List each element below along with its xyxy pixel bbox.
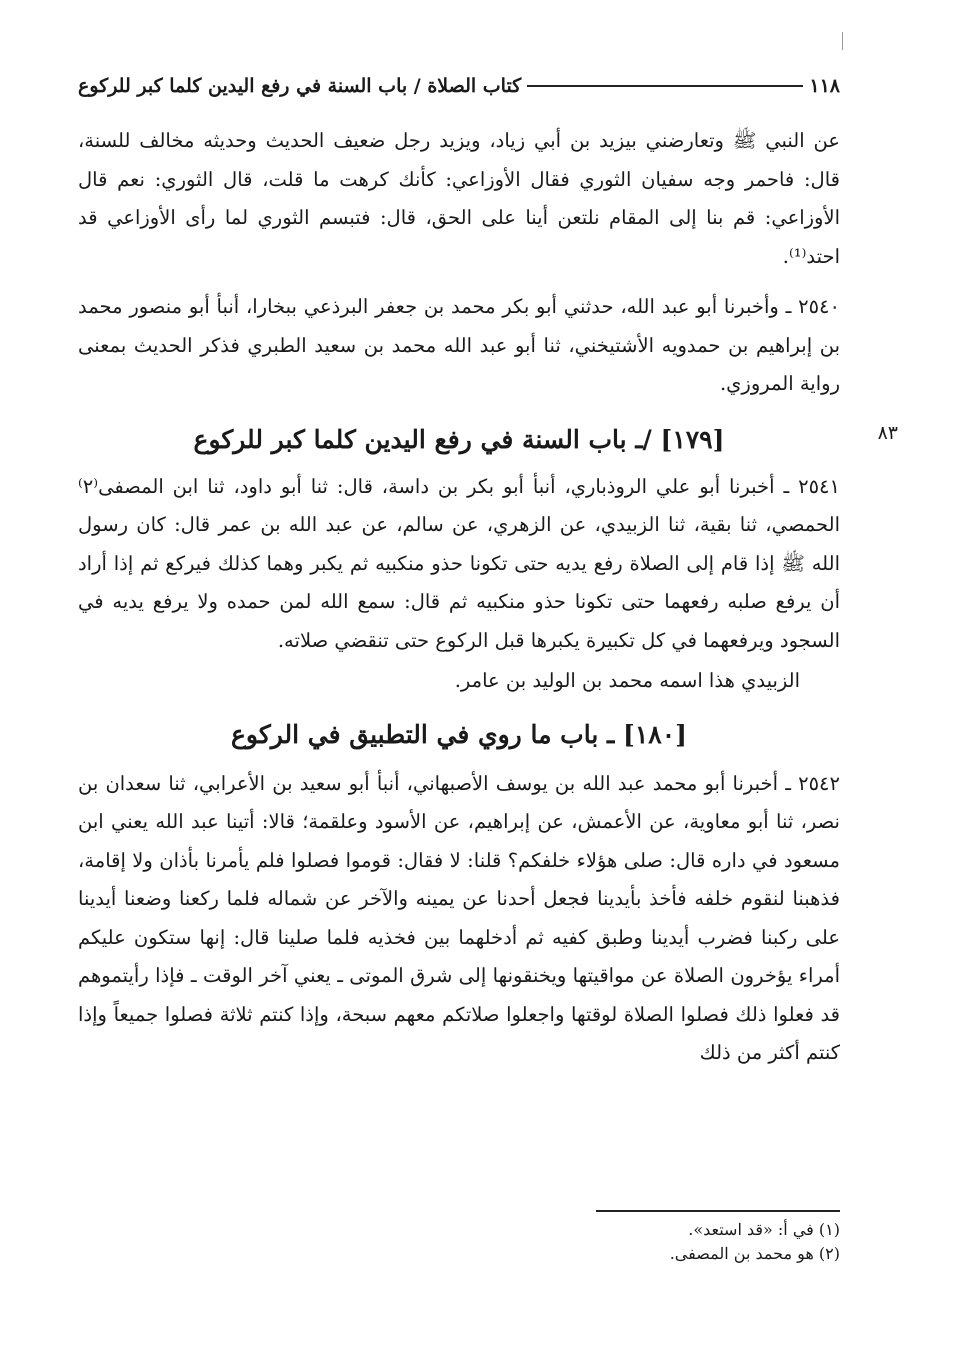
hadith-2542: ٢٥٤٢ ـ أخبرنا أبو محمد عبد الله بن يوسف الأصبهاني، أنبأ أبو سعيد بن الأعرابي، ثنا سعدان بن نصر، ثنا أبو معاوية، عن الأعمش، عن إبراهيم، عن الأسود وعلقمة؛ قالا: أتينا عبد الله يعني ابن مسعود في داره قال: صلى هؤلاء خلفكم؟ قلنا: لا فقال: قوموا فصلوا فلم يأمرنا بأذان ولا إقامة، فذهبنا لنقوم خلفه فأخذ بأيدينا فجعل أحدنا عن يمينه والآخر عن شماله فلما ركعنا وضعنا أيدينا على ركبنا فضرب أيدينا وطبق كفيه ثم أدخلهما بين فخذيه فلما صلينا قال: إنها ستكون عليكم أمراء يؤخرون الصلاة عن مواقيتها ويخنقونها إلى شرق الموتى ـ يعني آخر الوقت ـ فإذا رأيتموهم قد فعلوا ذلك فصلوا الصلاة لوقتها واجعلوا صلاتكم معهم سبحة، وإذا كنتم ثلاثة فصلوا جميعاً وإذا كنتم أكثر من ذلك <box>78 771 841 1064</box>
page-body <box>78 70 898 1073</box>
chapter-title-180: [١٨٠] ـ باب ما روي في التطبيق في الركوع <box>231 719 687 749</box>
footnote-rule <box>596 1210 840 1212</box>
page-number: ١١٨ <box>809 75 840 97</box>
running-title: كتاب الصلاة / باب السنة في رفع اليدين كلما كبر للركوع <box>78 75 522 97</box>
footnote-1: (١) في أ: «قد استعد». <box>688 1220 840 1239</box>
hadith-2541: ٢٥٤١ ـ أخبرنا أبو علي الروذباري، أنبأ أبو بكر بن داسة، قال: ثنا أبو داود، ثنا ابن المصفى⁽٢⁾ الحمصي، ثنا بقية، ثنا الزبيدي، عن الزهري، عن سالم، عن عبد الله بن عمر قال: كان رسول الله ﷺ إذا قام إلى الصلاة رفع يديه حتى تكونا حذو منكبيه ثم يكبر وهما كذلك فيركع ثم إذا أراد أن يرفع صلبه رفعهما حتى تكونا حذو منكبيه ثم قال: سمع الله لمن حمده ولا يرفع يديه في السجود ويرفعهما في كل تكبيرة يكبرها قبل الركوع حتى تنقضي صلاته. <box>78 474 840 652</box>
footnote-2: (٢) هو محمد بن المصفى. <box>669 1244 840 1263</box>
scan-mark <box>842 32 843 50</box>
section-180-heading <box>78 709 840 761</box>
paragraph-continuation: عن النبي ﷺ وتعارضني بيزيد بن أبي زياد، ويزيد رجل ضعيف الحديث وحديثه مخالف للسنة، قال: فاحمر وجه سفيان الثوري فقال الأوزاعي: كأنك كرهت ما قلت، قال الثوري: نعم قال الأوزاعي: قم بنا إلى المقام نلتعن أينا على الحق، قال: فتبسم الثوري لما رأى الأوزاعي قد احتد⁽¹⁾. <box>78 129 840 268</box>
margin-page-ref: ٨٣ <box>877 421 898 444</box>
footnotes <box>78 1210 840 1266</box>
running-header <box>78 70 840 102</box>
hadith-2540: ٢٥٤٠ ـ وأخبرنا أبو عبد الله، حدثني أبو بكر محمد بن جعفر البرذعي ببخارا، أنبأ أبو منصور محمد بن إبراهيم بن حمدويه الأشتيخني، ثنا أبو عبد الله محمد بن سعيد الطبري فذكر الحديث بمعنى رواية المروزي. <box>78 295 840 395</box>
chapter-title-179: [١٧٩] /ـ باب السنة في رفع اليدين كلما كبر للركوع <box>193 424 725 454</box>
narrator-note: الزبيدي هذا اسمه محمد بن الوليد بن عامر. <box>454 669 800 692</box>
section-179-heading <box>78 414 898 466</box>
header-rule <box>527 85 803 87</box>
